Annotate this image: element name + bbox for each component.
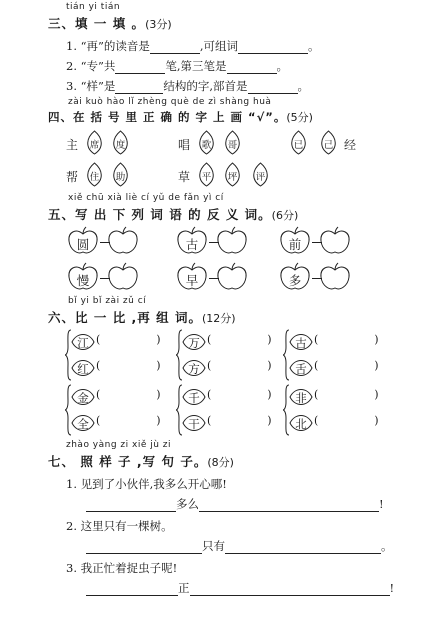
compare-char [289, 386, 313, 408]
compare-char [289, 331, 313, 353]
leaf-char: 住 [89, 172, 100, 183]
s3-q3-blank1[interactable] [115, 81, 163, 94]
apple-icon [106, 226, 140, 256]
leaf-option[interactable] [110, 130, 131, 155]
s3-q3 [66, 78, 309, 94]
s5-heading-text: 五、写 出 下 列 词 语 的 反 义 词。 [48, 207, 272, 222]
answer-paren[interactable] [96, 359, 161, 372]
apple-char: 圆 [76, 237, 90, 252]
s3-q3-blank2[interactable] [248, 81, 298, 94]
compare-char [71, 412, 95, 434]
apple-word [66, 226, 100, 256]
apple-char: 多 [288, 273, 302, 288]
paren-open: ( [96, 333, 101, 346]
apple-icon [318, 262, 352, 292]
s7-q1-key: 多么 [176, 497, 199, 511]
s3-q1-b: ,可组词 [199, 39, 239, 53]
leaf-option[interactable] [222, 162, 243, 187]
s4-pinyin: zài kuò hào lǐ zhèng què de zì shàng huà [68, 97, 272, 107]
leaf-char: 己 [323, 140, 334, 151]
leaf-char: 哥 [227, 140, 238, 151]
s3-q2-b: 笔,第三笔是 [165, 59, 227, 73]
paren-open: ( [207, 333, 212, 346]
compare-char [182, 331, 206, 353]
leaf-option[interactable] [110, 162, 131, 187]
s4-points: (5分) [286, 111, 313, 124]
apple-answer[interactable] [106, 226, 140, 256]
s7-q3-example: 3. 我正忙着捉虫子呢! [66, 561, 178, 575]
leaf-char: 坪 [227, 172, 238, 183]
answer-paren[interactable] [314, 333, 379, 346]
paren-open: ( [314, 359, 319, 372]
leaf-char: 歌 [201, 140, 212, 151]
leaf-option[interactable] [84, 130, 105, 155]
compare-char-text: 非 [295, 391, 307, 405]
paren-open: ( [314, 333, 319, 346]
apple-word [66, 262, 100, 292]
compare-char [182, 386, 206, 408]
s7-q2-blank1[interactable] [86, 541, 202, 554]
answer-paren[interactable] [207, 414, 272, 427]
compare-char [71, 331, 95, 353]
s3-q1-end: 。 [308, 39, 320, 53]
paren-close: ) [267, 388, 272, 401]
leaf-char: 平 [201, 172, 212, 183]
answer-paren[interactable] [96, 388, 161, 401]
s7-q1-end: ! [379, 497, 384, 511]
s3-q2-end: 。 [276, 59, 289, 73]
leaf-option[interactable] [196, 130, 217, 155]
compare-char [71, 357, 95, 379]
leaf-option[interactable] [318, 130, 339, 155]
s7-points: (8分) [207, 456, 234, 469]
compare-char-text: 干 [188, 417, 200, 431]
s4-r1-char-b: 唱 [178, 138, 191, 152]
paren-close: ) [156, 333, 161, 346]
leaf-option[interactable] [288, 130, 309, 155]
compare-char-text: 北 [295, 417, 307, 431]
s7-q3-key: 正 [178, 581, 190, 595]
apple-icon [106, 262, 140, 292]
answer-paren[interactable] [207, 333, 272, 346]
leaf-option[interactable] [250, 162, 271, 187]
paren-close: ) [267, 359, 272, 372]
s3-q1 [66, 38, 320, 54]
apple-word [278, 262, 312, 292]
s3-q3-b: 结构的字,部首是 [163, 79, 248, 93]
s4-r1-char-a: 主 [66, 138, 79, 152]
s3-q1-blank2[interactable] [238, 41, 308, 54]
answer-paren[interactable] [96, 414, 161, 427]
apple-word [175, 262, 209, 292]
s3-q3-a: 3. “样”是 [66, 79, 116, 93]
s7-q3-end: ! [389, 581, 395, 595]
s7-q1-blank1[interactable] [86, 499, 176, 512]
s3-q2-blank1[interactable] [115, 61, 165, 74]
apple-word [175, 226, 209, 256]
answer-paren[interactable] [314, 388, 379, 401]
leaf-char: 已 [293, 140, 304, 151]
s3-heading-text: 三、填 一 填 。 [48, 16, 146, 31]
apple-icon [318, 226, 352, 256]
apple-icon [215, 262, 249, 292]
s7-q2-answer-line [86, 538, 393, 554]
paren-close: ) [374, 414, 379, 427]
compare-char-text: 方 [188, 362, 200, 376]
s4-r2-char-a: 帮 [66, 170, 79, 184]
s7-q2-end: 。 [381, 539, 393, 553]
paren-open: ( [96, 359, 101, 372]
s4-r2-char-b: 草 [178, 170, 191, 184]
answer-paren[interactable] [314, 359, 379, 372]
s4-r1-char-c: 经 [344, 138, 357, 152]
apple-answer[interactable] [318, 226, 352, 256]
paren-close: ) [156, 359, 161, 372]
s3-q1-a: 1. “再”的读音是 [66, 39, 150, 53]
compare-char [182, 412, 206, 434]
s7-q1-blank2[interactable] [199, 499, 379, 512]
compare-char [71, 386, 95, 408]
paren-open: ( [207, 388, 212, 401]
paren-close: ) [156, 388, 161, 401]
apple-answer[interactable] [106, 262, 140, 292]
s5-points: (6分) [271, 209, 299, 222]
s3-q2-a: 2. “专”共 [66, 59, 116, 73]
compare-char [289, 412, 313, 434]
leaf-char: 评 [255, 172, 266, 183]
apple-icon [215, 226, 249, 256]
leaf-option[interactable] [222, 130, 243, 155]
answer-paren[interactable] [96, 333, 161, 346]
apple-char: 前 [288, 237, 302, 252]
s7-heading-text: 七、 照 样 子 ,写 句 子。 [48, 454, 208, 469]
answer-paren[interactable] [207, 388, 272, 401]
s7-q3-blank2[interactable] [190, 583, 390, 596]
compare-char [182, 357, 206, 379]
s3-heading [48, 14, 172, 32]
s5-heading [48, 205, 298, 223]
compare-char-text: 金 [77, 391, 89, 405]
leaf-char: 度 [115, 140, 126, 151]
s3-q1-blank1[interactable] [150, 41, 200, 54]
paren-open: ( [96, 414, 101, 427]
s7-pinyin: zhào yàng zi xiě jù zi [66, 440, 172, 450]
paren-open: ( [96, 388, 101, 401]
s7-q2-key: 只有 [202, 539, 225, 553]
compare-char-text: 万 [188, 336, 200, 350]
paren-close: ) [374, 388, 379, 401]
s7-q3-blank1[interactable] [86, 583, 178, 596]
leaf-char: 助 [115, 172, 126, 183]
leaf-char: 席 [89, 140, 100, 151]
s4-heading-text: 四、在 括 号 里 正 确 的 字 上 画 “√”。 [48, 110, 287, 124]
s7-heading [48, 452, 234, 470]
paren-open: ( [207, 414, 212, 427]
paren-open: ( [314, 414, 319, 427]
compare-char-text: 舌 [295, 362, 307, 376]
paren-close: ) [374, 333, 379, 346]
s7-q3-answer-line [86, 580, 394, 596]
paren-close: ) [267, 333, 272, 346]
s3-q3-end: 。 [297, 79, 310, 93]
compare-char-text: 古 [295, 336, 307, 350]
s3-points: (3分) [145, 18, 172, 31]
apple-answer[interactable] [318, 262, 352, 292]
s4-heading [48, 109, 313, 125]
s6-points: (12分) [202, 312, 236, 325]
compare-char [289, 357, 313, 379]
answer-paren[interactable] [314, 414, 379, 427]
answer-paren[interactable] [207, 359, 272, 372]
s7-q2-example: 2. 这里只有一棵树。 [66, 519, 173, 533]
paren-close: ) [267, 414, 272, 427]
compare-char-text: 千 [188, 391, 200, 405]
s3-q2-blank2[interactable] [227, 61, 277, 74]
apple-word [278, 226, 312, 256]
apple-char: 古 [185, 237, 199, 252]
paren-close: ) [374, 359, 379, 372]
s5-pinyin: xiě chū xià liè cí yǔ de fǎn yì cí [68, 193, 224, 203]
s3-q2 [66, 58, 288, 74]
s3-pinyin: tián yi tián [66, 2, 121, 12]
s7-q1-answer-line [86, 496, 384, 512]
compare-char-text: 江 [77, 336, 89, 350]
s6-pinyin: bǐ yi bǐ zài zǔ cí [68, 296, 147, 306]
apple-char: 慢 [76, 273, 90, 288]
paren-close: ) [156, 414, 161, 427]
s6-heading-text: 六、比 一 比 ,再 组 词。 [48, 310, 203, 325]
leaf-option[interactable] [196, 162, 217, 187]
leaf-option[interactable] [84, 162, 105, 187]
compare-char-text: 全 [77, 417, 89, 431]
paren-open: ( [314, 388, 319, 401]
apple-answer[interactable] [215, 262, 249, 292]
paren-open: ( [207, 359, 212, 372]
apple-answer[interactable] [215, 226, 249, 256]
compare-char-text: 红 [77, 362, 89, 376]
s7-q1-example: 1. 见到了小伙伴,我多么开心哪! [66, 477, 227, 491]
s7-q2-blank2[interactable] [225, 541, 381, 554]
apple-char: 早 [185, 273, 199, 288]
s6-heading [48, 308, 236, 326]
